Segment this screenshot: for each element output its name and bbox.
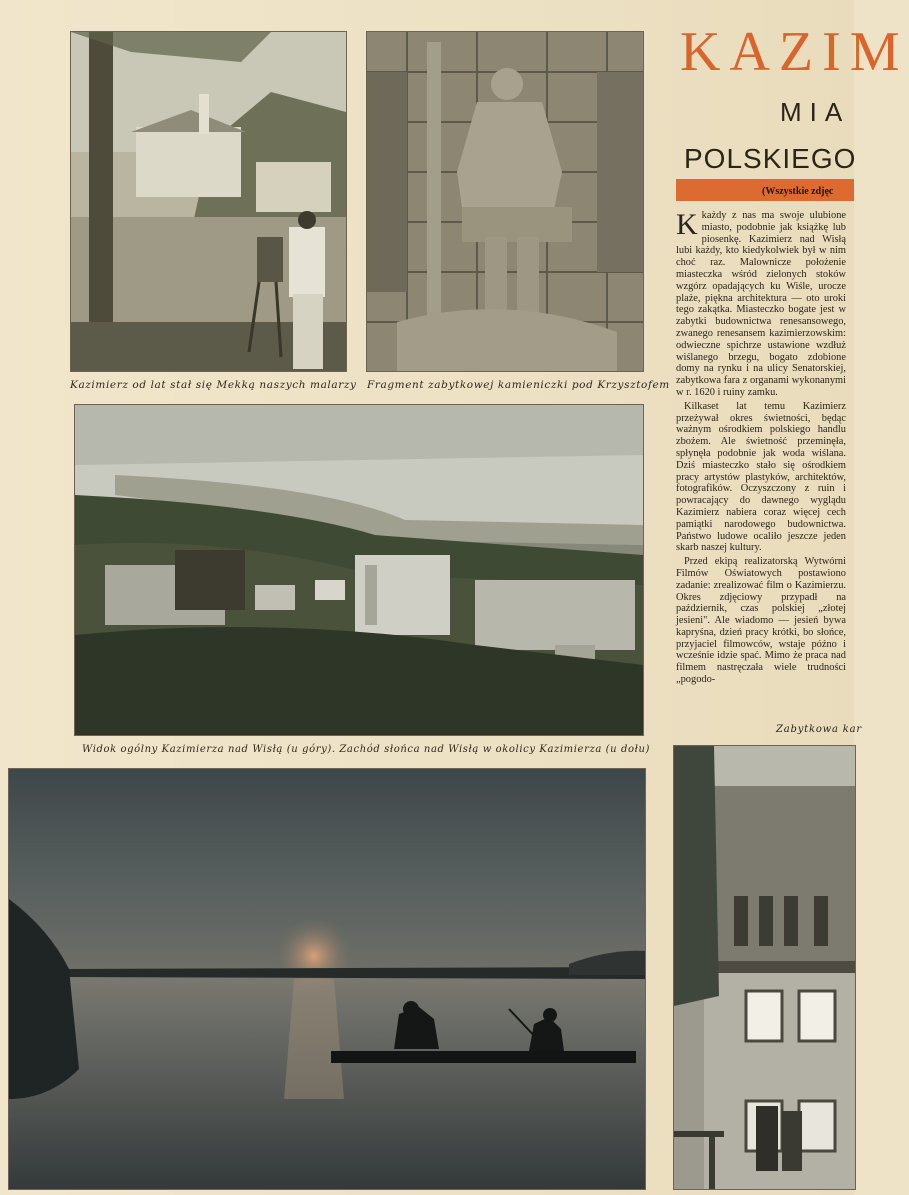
photo-credit: (Wszystkie zdjęc xyxy=(762,186,834,197)
paragraph-3: Przed ekipą realizatorską Wytwórni Filmów Oświatowych postawiono zadanie: zrealizować film o Kazimierzu. Okres zdjęciowy przypadł na październik, czas polskiej „złotej jesieni". Ale wiadomo — jesień bywa kapryśna, dzień pracy krótki, bo słońce, przyjaciel filmowców, wstaje późno i wcześnie idzie spać. Mimo że praca nad filmem nastręczała wiele trudności „pogodo- xyxy=(676,556,846,686)
article-subtitle-line1: MIA xyxy=(780,97,851,127)
relief-photo xyxy=(366,31,644,372)
article-subtitle-line2: POLSKIEGO xyxy=(684,143,857,174)
facade-photo xyxy=(673,745,856,1190)
sunset-photo xyxy=(8,768,646,1190)
paragraph-2: Kilkaset lat temu Kazimierz przeżywał okres świetności, będąc ważnym ośrodkiem polskiego handlu zbożem. Ale świetność przeminęła, spłynęła podobnie jak woda wiślana. Dziś miasteczko stało się ośrodkiem pracy artystów plastyków, architektów, fotografików. Oczyszczony z ruin i powracający do dawnego wyglądu Kazimierz nabiera coraz więcej cech pamiątki narodowego budownictwa. Państwo ludowe ocaliło jeszcze jeden skarb naszej kultury. xyxy=(676,400,846,554)
relief-caption: Fragment zabytkowej kamieniczki pod Krzysztofem xyxy=(367,379,670,391)
article-title: KAZIM xyxy=(680,21,909,83)
painter-photo xyxy=(70,31,347,372)
panorama-caption: Widok ogólny Kazimierza nad Wisłą (u góry). Zachód słońca nad Wisłą w okolicy Kazimierza (u dołu) xyxy=(82,744,650,755)
panorama-photo xyxy=(74,404,644,736)
paragraph-1-text: każdy z nas ma swoje ulubione miasto, podobnie jak książkę lub piosenkę. Kazimierz nad Wisłą lubi każdy, kto kiedykolwiek był w nim choć raz. Malownicze położenie miasteczka wśród zielonych stoków wzgórz opadających ku Wiśle, urocze plaże, piękna architektura — oto uroki tego zakątka. Miasteczko bogate jest w zabytki budownictwa renesansowego, zwanego renesansem kazimierzowskim: odwieczne spichrze ustawione wzdłuż wiślanego brzegu, bogato zdobione domy na rynku i na ulicy Senatorskiej, zabytkowa fara z organami wykonanymi w r. 1620 i ruiny zamku. xyxy=(676,210,846,398)
dropcap: K xyxy=(676,208,698,241)
paragraph-1 xyxy=(676,210,846,399)
article-body xyxy=(676,210,846,688)
facade-caption: Zabytkowa kar xyxy=(776,724,862,735)
painter-caption: Kazimierz od lat stał się Mekką naszych malarzy xyxy=(70,379,357,391)
